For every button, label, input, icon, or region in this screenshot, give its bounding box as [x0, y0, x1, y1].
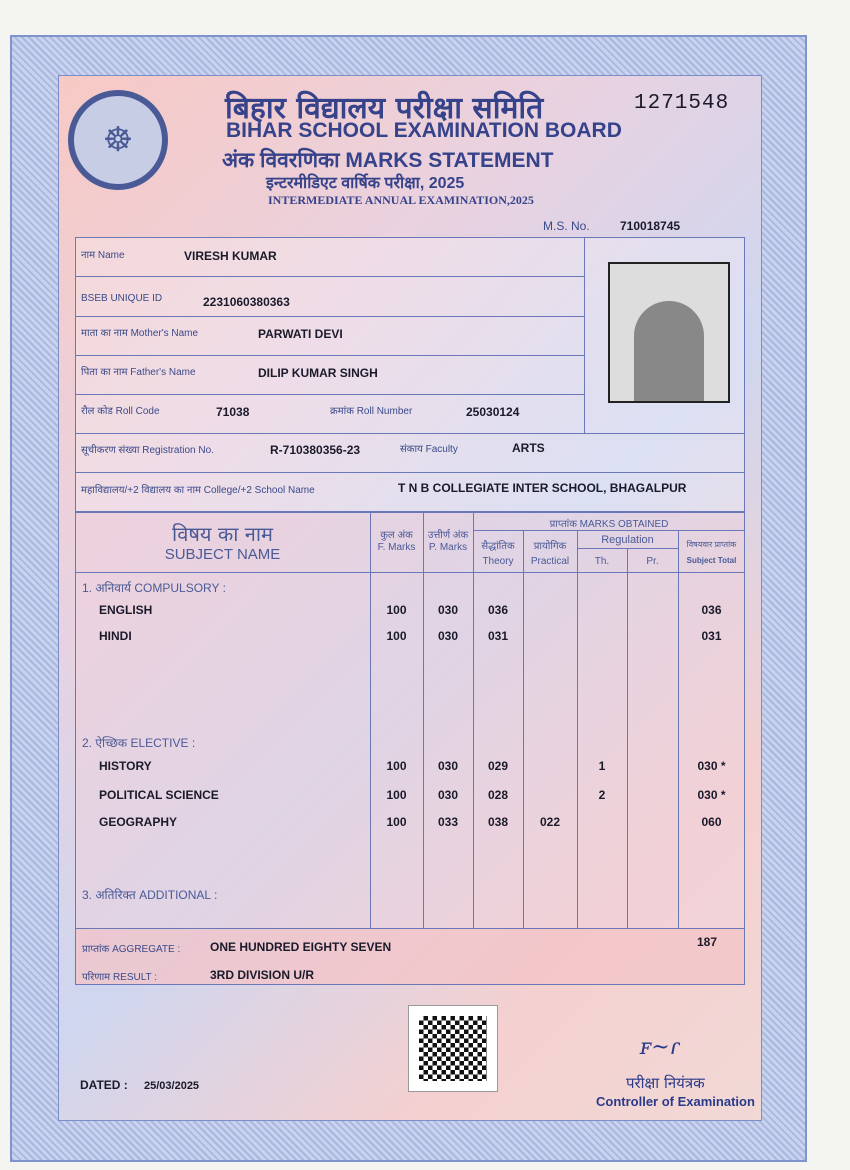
college-name: T N B COLLEGIATE INTER SCHOOL, BHAGALPUR	[398, 481, 687, 495]
marks-reg-th: 1	[598, 759, 606, 773]
serial-number: 1271548	[634, 92, 730, 115]
section-title: 2. ऐच्छिक ELECTIVE :	[82, 736, 196, 750]
marks-p: 030	[437, 629, 459, 643]
total-header: Subject Total	[686, 556, 737, 565]
theory-header: Theory	[482, 556, 514, 567]
controller-title-hindi: परीक्षा नियंत्रक	[626, 1074, 705, 1092]
faculty-label: संकाय Faculty	[400, 444, 458, 455]
board-title-hindi: बिहार विद्यालय परीक्षा समिति	[225, 91, 544, 126]
total-header-hindi: विषयवार प्राप्तांक	[686, 540, 737, 549]
marks-f: 100	[386, 759, 407, 773]
marks-p: 030	[437, 603, 459, 617]
theory-header-hindi: सैद्धांतिक	[481, 541, 515, 552]
marks-p: 033	[437, 815, 459, 829]
marks-obtained-header: प्राप्तांक MARKS OBTAINED	[549, 519, 669, 530]
marks-p: 030	[437, 788, 459, 802]
faculty: ARTS	[512, 441, 545, 455]
father-label: पिता का नाम Father's Name	[81, 367, 196, 378]
fmarks-header: F. Marks	[377, 542, 416, 553]
practical-header-hindi: प्रायोगिक	[533, 541, 567, 552]
marks-theory: 038	[487, 815, 509, 829]
marks-total: 036	[701, 603, 722, 617]
exam-title: INTERMEDIATE ANNUAL EXAMINATION,2025	[268, 193, 534, 207]
marks-theory: 031	[487, 629, 509, 643]
reg-th-header: Th.	[594, 556, 610, 567]
marks-total: 030 *	[697, 759, 726, 773]
student-photo	[608, 262, 730, 403]
registration-number: R-710380356-23	[270, 443, 361, 457]
marks-total: 030 *	[697, 788, 726, 802]
aggregate-label: प्राप्तांक AGGREGATE :	[82, 944, 181, 955]
marks-practical: 022	[539, 815, 561, 829]
reg-pr-header: Pr.	[646, 556, 659, 567]
practical-header: Practical	[530, 556, 570, 567]
subject-name: POLITICAL SCIENCE	[99, 788, 219, 802]
pmarks-header: P. Marks	[428, 542, 468, 553]
subject-header: SUBJECT NAME	[164, 546, 281, 563]
roll-number: 25030124	[466, 405, 520, 419]
college-label: महाविद्यालय/+2 विद्यालय का नाम College/+2 School Name	[81, 485, 315, 496]
aggregate-total: 187	[697, 935, 718, 949]
marks-f: 100	[386, 788, 407, 802]
subject-name: ENGLISH	[99, 603, 153, 617]
marks-p: 030	[437, 759, 459, 773]
marks-f: 100	[386, 603, 407, 617]
result-box	[75, 928, 745, 985]
section-title: 3. अतिरिक्त ADDITIONAL :	[82, 888, 218, 902]
signature: ꜰ~ɾ	[640, 1035, 680, 1060]
qr-code	[408, 1005, 498, 1092]
aggregate-words: ONE HUNDRED EIGHTY SEVEN	[210, 940, 392, 954]
mother-name: PARWATI DEVI	[258, 327, 343, 341]
father-name: DILIP KUMAR SINGH	[258, 366, 378, 380]
marks-f: 100	[386, 629, 407, 643]
statement-title: अंक विवरणिका MARKS STATEMENT	[222, 149, 554, 172]
unique-id: 2231060380363	[203, 295, 290, 309]
controller-title: Controller of Examination	[596, 1094, 755, 1109]
ms-no: 710018745	[620, 219, 681, 233]
result-label: परिणाम RESULT :	[82, 972, 158, 983]
subject-name: HISTORY	[99, 759, 152, 773]
marks-theory: 029	[487, 759, 509, 773]
regulation-header: Regulation	[601, 534, 654, 546]
issue-date: 25/03/2025	[144, 1080, 200, 1092]
name-label: नाम Name	[81, 250, 125, 261]
board-title: BIHAR SCHOOL EXAMINATION BOARD	[226, 119, 622, 142]
dated-label: DATED :	[80, 1078, 128, 1092]
marks-theory: 028	[487, 788, 509, 802]
mother-label: माता का नाम Mother's Name	[81, 328, 199, 339]
subject-name: GEOGRAPHY	[99, 815, 178, 829]
roll-code-label: रौल कोड Roll Code	[81, 406, 160, 417]
roll-number-label: क्रमांक Roll Number	[330, 406, 413, 417]
exam-title-hindi: इन्टरमीडिएट वार्षिक परीक्षा, 2025	[266, 175, 465, 192]
board-seal-logo: ☸	[68, 90, 168, 190]
student-name: VIRESH KUMAR	[184, 249, 277, 263]
subject-name: HINDI	[99, 629, 132, 643]
uid-label: BSEB UNIQUE ID	[81, 293, 163, 304]
subject-header-hindi: विषय का नाम	[172, 522, 273, 546]
roll-code: 71038	[216, 405, 250, 419]
section-title: 1. अनिवार्य COMPULSORY :	[82, 581, 226, 595]
marks-reg-th: 2	[598, 788, 606, 802]
fmarks-header-hindi: कुल अंक	[380, 530, 413, 541]
marks-total: 060	[701, 815, 722, 829]
marks-total: 031	[701, 629, 722, 643]
marks-f: 100	[386, 815, 407, 829]
marks-theory: 036	[487, 603, 509, 617]
ms-no-label: M.S. No.	[543, 219, 590, 233]
pmarks-header-hindi: उत्तीर्ण अंक	[427, 530, 469, 541]
result-value: 3RD DIVISION U/R	[210, 968, 315, 982]
registration-label: सूचीकरण संख्या Registration No.	[81, 445, 214, 456]
